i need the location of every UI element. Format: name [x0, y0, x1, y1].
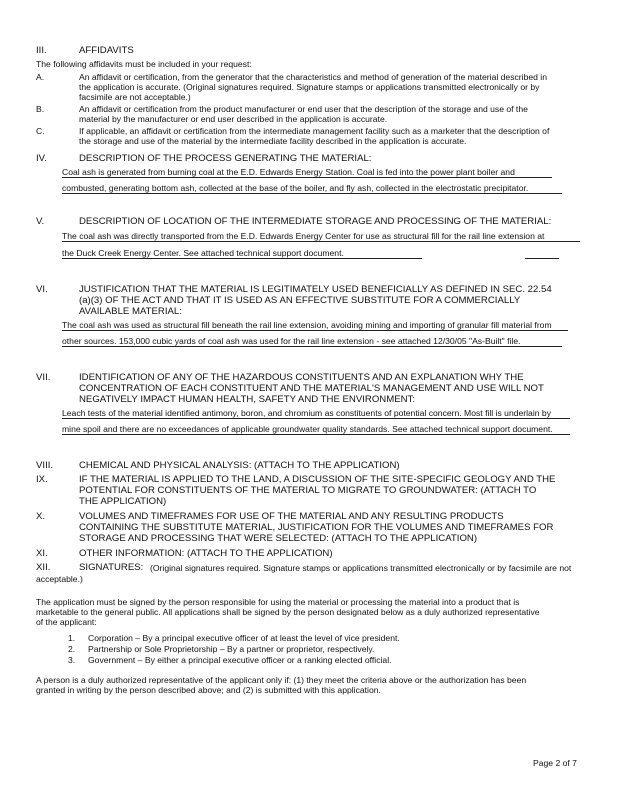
section-11-number: XI.: [36, 548, 48, 559]
section-3-intro: The following affidavits must be included in your request:: [36, 59, 252, 69]
section-10-number: X.: [36, 511, 46, 522]
section-10-title-line-2: CONTAINING THE SUBSTITUTE MATERIAL, JUSTIFICATION FOR THE VOLUMES AND TIMEFRAMES FOR: [79, 522, 554, 533]
section-5-number: V.: [36, 216, 45, 227]
section-5-title: DESCRIPTION OF LOCATION OF THE INTERMEDIATE STORAGE AND PROCESSING OF THE MATERIAL:: [79, 216, 552, 227]
section-11-title: OTHER INFORMATION: (ATTACH TO THE APPLICATION): [79, 548, 333, 559]
section-9-title-line-3: THE APPLICATION): [79, 496, 167, 507]
signing-para-line-3: of the applicant:: [36, 617, 97, 627]
affidavit-a-letter: A.: [36, 72, 45, 82]
affidavit-b-letter: B.: [36, 104, 45, 114]
affidavit-a-line-3: facsimile are not acceptable.): [79, 92, 191, 102]
section-7-answer-line-2: mine spoil and there are no exceedances of applicable groundwater quality standards. See attached technical support document.: [62, 424, 570, 435]
section-6-answer-line-1: The coal ash was used as structural fill beneath the rail line extension, avoiding mining and importing of granular fill material from: [62, 320, 568, 331]
section-3-title: AFFIDAVITS: [79, 45, 134, 56]
signing-para-line-1: The application must be signed by the person responsible for using the material or processing the material into a product that is: [36, 597, 520, 607]
affidavit-a-line-1: An affidavit or certification, from the generator that the characteristics and method of generation of the material described in: [79, 72, 547, 82]
affidavit-a-line-2: the application is accurate. (Original signatures required. Signature stamps or applications transmitted electronically or by: [79, 82, 540, 92]
section-4-title: DESCRIPTION OF THE PROCESS GENERATING THE MATERIAL:: [79, 153, 372, 164]
section-6-title-line-3: AVAILABLE MATERIAL:: [79, 306, 182, 317]
page-number: Page 2 of 7: [533, 758, 577, 768]
section-6-title-line-1: JUSTIFICATION THAT THE MATERIAL IS LEGITIMATELY USED BENEFICIALLY AS DEFINED IN SEC. 22.54: [79, 284, 552, 295]
closing-line-2: granted in writing by the person described above; and (2) is submitted with this application.: [36, 685, 381, 695]
section-8-title: CHEMICAL AND PHYSICAL ANALYSIS: (ATTACH TO THE APPLICATION): [79, 460, 400, 471]
signatures-note-line-1: (Original signatures required. Signature stamps or applications transmitted electronically or by facsimile are not: [150, 563, 572, 573]
section-5-answer-line-1: The coal ash was directly transported from the E.D. Edwards Energy Center for use as structural fill for the rail line extension at: [62, 231, 580, 242]
closing-line-1: A person is a duly authorized representative of the applicant only if: (1) they meet the criteria above or the authorization has been: [36, 675, 527, 685]
section-4-number: IV.: [36, 153, 47, 164]
section-6-answer-line-2: other sources. 153,000 cubic yards of coal ash was used for the rail line extension - see attached 12/30/05 "As-Built" file.: [62, 336, 562, 347]
signing-para-line-2: marketable to the general public. All applications shall be signed by the person designated below as a duly authorized representative: [36, 607, 540, 617]
signer-list-text-1: Corporation – By a principal executive officer of at least the level of vice president.: [88, 633, 400, 643]
section-10-title-line-1: VOLUMES AND TIMEFRAMES FOR USE OF THE MATERIAL AND ANY RESULTING PRODUCTS: [79, 511, 504, 522]
signatures-note-line-2: acceptable.): [36, 574, 83, 584]
section-4-answer-line-2: combusted, generating bottom ash, collected at the base of the boiler, and fly ash, collected in the electrostatic precipitator.: [62, 183, 562, 194]
section-7-answer-line-1: Leach tests of the material identified antimony, boron, and chromium as constituents of potential concern. Most fill is underlain by: [62, 408, 570, 419]
section-12-number: XII.: [36, 562, 51, 573]
affidavit-c-line-1: If applicable, an affidavit or certification from the intermediate management facility such as a marketer that the description of: [79, 126, 550, 136]
section-7-title-line-3: NEGATIVELY IMPACT HUMAN HEALTH, SAFETY AND THE ENVIRONMENT:: [79, 394, 416, 405]
affidavit-b-line-1: An affidavit or certification from the product manufacturer or end user that the description of the storage and use of the: [79, 104, 528, 114]
affidavit-b-line-2: material by the manufacturer or end user described in the application is accurate.: [79, 114, 388, 124]
section-5-blank-line: [525, 258, 559, 259]
section-9-number: IX.: [36, 474, 48, 485]
affidavit-c-line-2: the storage and use of the material by the intermediate facility described in the application is accurate.: [79, 136, 467, 146]
signer-list-num-2: 2.: [68, 644, 76, 654]
section-7-number: VII.: [36, 372, 51, 383]
signer-list-num-1: 1.: [68, 633, 76, 643]
section-6-number: VI.: [36, 284, 48, 295]
signer-list-text-3: Government – By either a principal executive officer or a ranking elected official.: [88, 655, 392, 665]
section-8-number: VIII.: [36, 460, 54, 471]
section-9-title-line-2: POTENTIAL FOR CONSTITUENTS OF THE MATERIAL TO MIGRATE TO GROUNDWATER: (ATTACH TO: [79, 485, 537, 496]
section-4-answer-line-1: Coal ash is generated from burning coal at the E.D. Edwards Energy Station. Coal is fed into the power plant boiler and: [62, 167, 552, 178]
section-9-title-line-1: IF THE MATERIAL IS APPLIED TO THE LAND, A DISCUSSION OF THE SITE-SPECIFIC GEOLOGY AND THE: [79, 474, 556, 485]
section-6-title-line-2: (a)(3) OF THE ACT AND THAT IT IS USED AS AN EFFECTIVE SUBSTITUTE FOR A COMMERCIALLY: [79, 295, 521, 306]
affidavit-c-letter: C.: [36, 126, 45, 136]
section-3-number: III.: [36, 45, 47, 56]
signer-list-text-2: Partnership or Sole Proprietorship – By a partner or proprietor, respectively.: [88, 644, 375, 654]
section-7-title-line-2: CONCENTRATION OF EACH CONSTITUENT AND THE MATERIAL'S MANAGEMENT AND USE WILL NOT: [79, 383, 544, 394]
signer-list-num-3: 3.: [68, 655, 76, 665]
section-5-answer-line-2: the Duck Creek Energy Center. See attached technical support document.: [62, 248, 422, 259]
section-12-title: SIGNATURES:: [79, 562, 144, 573]
section-10-title-line-3: STORAGE AND PROCESSING THAT WERE SELECTED: (ATTACH TO THE APPLICATION): [79, 533, 478, 544]
section-7-title-line-1: IDENTIFICATION OF ANY OF THE HAZARDOUS CONSTITUENTS AND AN EXPLANATION WHY THE: [79, 372, 524, 383]
